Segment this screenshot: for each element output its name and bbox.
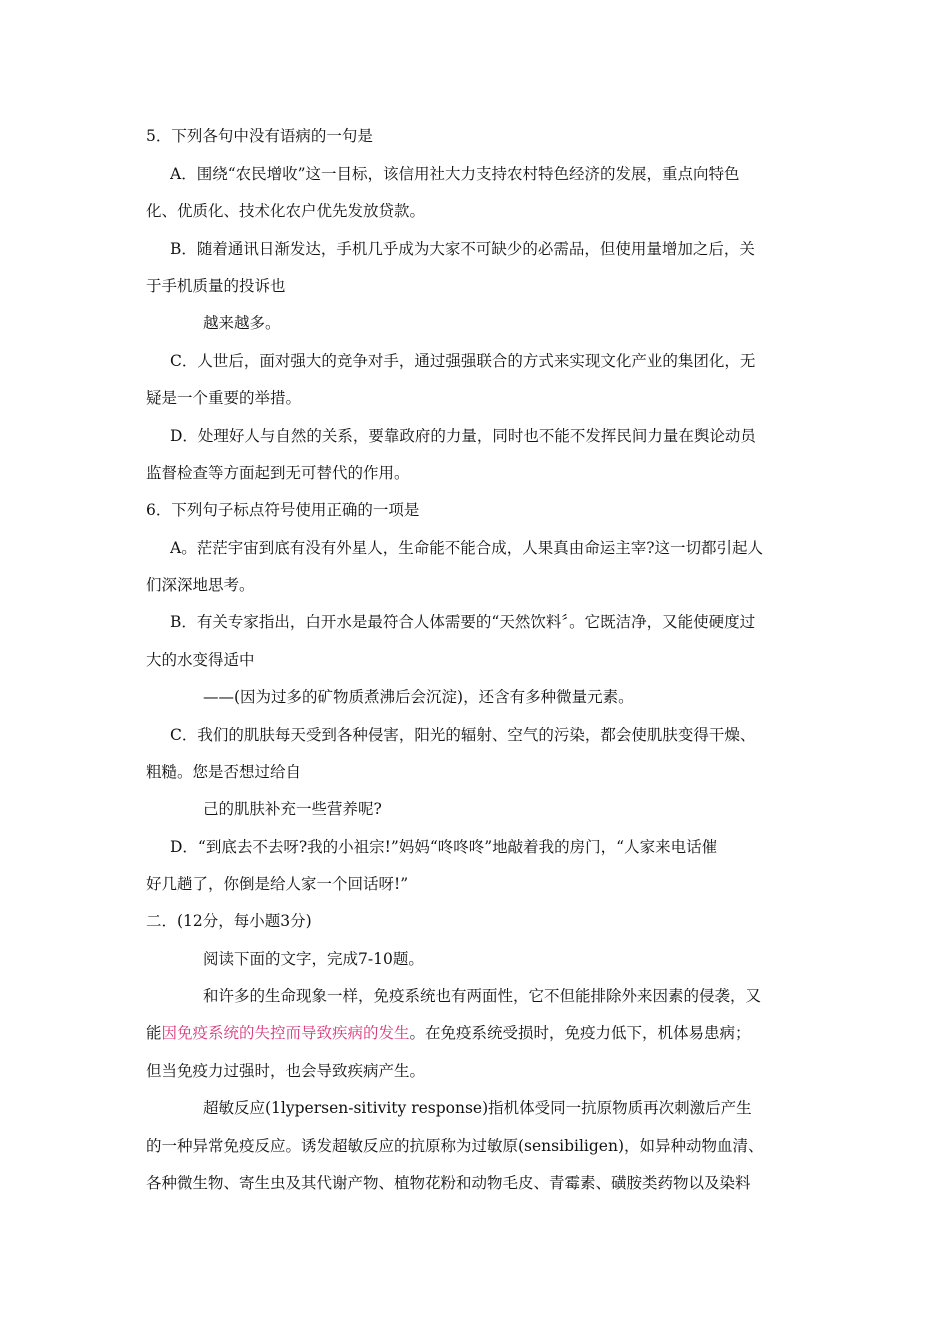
q6-option-c-line3: 己的肌肤补充一些营养呢? (203, 800, 382, 818)
passage-text: 。在免疫系统受损时，免疫力低下，机体易患病； (409, 1024, 751, 1042)
q6-option-c-line1: C．我们的肌肤每天受到各种侵害，阳光的辐射、空气的污染，都会使肌肤变得干燥、 (170, 726, 756, 744)
passage-paragraph-1-line3: 但当免疫力过强时，也会导致疾病产生。 (146, 1062, 426, 1080)
question-5-stem: 5．下列各句中没有语病的一句是 (146, 127, 373, 145)
question-6-stem: 6．下列句子标点符号使用正确的一项是 (146, 501, 420, 519)
q6-option-b-line2: 大的水变得适中 (146, 651, 255, 669)
q6-option-d-line2: 好几趟了，你倒是给人家一个回话呀!” (146, 875, 409, 893)
q6-option-a-line2: 们深深地思考。 (146, 576, 255, 594)
q5-option-d-line2: 监督检查等方面起到无可替代的作用。 (146, 464, 410, 482)
passage-paragraph-1-line1: 和许多的生命现象一样，免疫系统也有两面性，它不但能排除外来因素的侵袭，又 (203, 987, 762, 1005)
q5-option-c-line2: 疑是一个重要的举措。 (146, 389, 302, 407)
passage-paragraph-1-line2 (146, 1021, 816, 1045)
passage-paragraph-2-line3: 各种微生物、寄生虫及其代谢产物、植物花粉和动物毛皮、青霉素、磺胺类药物以及染料 (146, 1174, 751, 1192)
section-2-heading: 二．(12分，每小题3分) (146, 912, 312, 930)
passage-text: 能 (146, 1024, 162, 1042)
q6-option-a-line1: A。茫茫宇宙到底有没有外星人，生命能不能合成，人果真由命运主宰?这一切都引起人 (170, 539, 764, 557)
q6-option-b-line3: ——(因为过多的矿物质煮沸后会沉淀)，还含有多种微量元素。 (203, 688, 634, 706)
q5-option-b-line3: 越来越多。 (203, 314, 281, 332)
highlighted-phrase: 因免疫系统的失控而导致疾病的发生 (161, 1024, 410, 1042)
passage-paragraph-2-line2: 的一种异常免疫反应。诱发超敏反应的抗原称为过敏原(sensibiligen)，如异种动物血清、 (146, 1137, 764, 1155)
q5-option-c-line1: C．人世后，面对强大的竞争对手，通过强强联合的方式来实现文化产业的集团化，无 (170, 352, 756, 370)
q5-option-a-line2: 化、优质化、技术化农户优先发放贷款。 (146, 202, 426, 220)
q5-option-b-line2: 于手机质量的投诉也 (146, 277, 286, 295)
q5-option-b-line1: B．随着通讯日渐发达，手机几乎成为大家不可缺少的必需品，但使用量增加之后，关 (170, 240, 755, 258)
reading-instruction: 阅读下面的文字，完成7-10题。 (203, 950, 424, 968)
q5-option-a-line1: A．围绕“农民增收”这一目标，该信用社大力支持农村特色经济的发展，重点向特色 (170, 165, 740, 183)
q6-option-c-line2: 粗糙。您是否想过给自 (146, 763, 302, 781)
passage-paragraph-2-line1: 超敏反应(1lypersen-sitivity response)指机体受同一抗原物质再次刺激后产生 (203, 1099, 752, 1117)
q6-option-d-line1: D．“到底去不去呀?我的小祖宗!”妈妈“咚咚咚”地敲着我的房门，“人家来电话催 (170, 838, 718, 856)
q5-option-d-line1: D．处理好人与自然的关系，要靠政府的力量，同时也不能不发挥民间力量在舆论动员 (170, 427, 756, 445)
q6-option-b-line1: B．有关专家指出，白开水是最符合人体需要的“天然饮料〞。它既洁净，又能使硬度过 (170, 613, 756, 631)
